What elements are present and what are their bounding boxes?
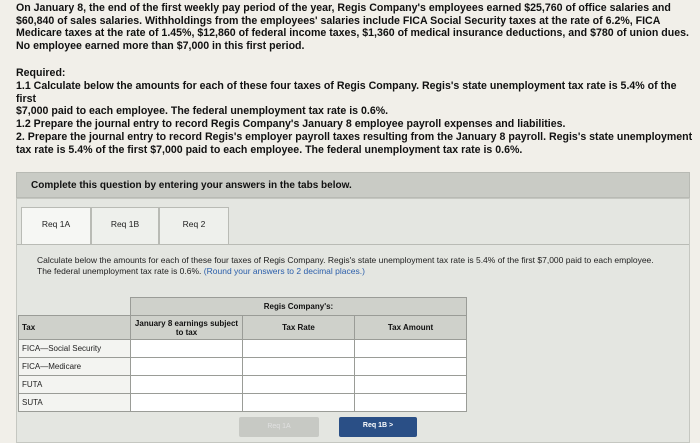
earnings-header: January 8 earnings subject to tax [131,316,243,340]
tab-divider [17,244,689,245]
amount-input[interactable] [355,341,466,357]
amount-cell[interactable] [355,394,467,412]
amount-input[interactable] [355,377,466,393]
required-section [16,67,696,157]
amount-cell[interactable] [355,376,467,394]
row-label-medicare: FICA—Medicare [19,358,131,376]
rate-cell[interactable] [243,394,355,412]
instruction-banner [16,172,690,198]
earnings-input[interactable] [131,359,242,375]
earnings-input[interactable] [131,341,242,357]
rate-cell[interactable] [243,376,355,394]
rounding-note: (Round your answers to 2 decimal places.) [203,266,365,276]
tab-req-1b[interactable]: Req 1B [91,207,159,244]
earnings-cell[interactable] [131,394,243,412]
rate-cell[interactable] [243,340,355,358]
problem-statement [16,2,696,52]
earnings-input[interactable] [131,395,242,411]
amount-cell[interactable] [355,340,467,358]
required-item: 1.1 Calculate below the amounts for each of these four taxes of Regis Company. Regis's state unemployment tax rate is 5.4% of the first [16,79,677,105]
row-label-social-security: FICA—Social Security [19,340,131,358]
required-item: 1.2 Prepare the journal entry to record Regis Company's January 8 employee payroll expenses and liabilities. [16,118,566,131]
tax-header: Tax [19,316,131,340]
next-button[interactable]: Req 1B > [339,417,417,437]
required-heading: Required: [16,67,66,79]
tax-table [18,297,467,412]
question-panel [16,198,690,443]
rate-input[interactable] [243,359,354,375]
rate-input[interactable] [243,395,354,411]
problem-line: $60,840 of sales salaries. Withholdings from the employees' salaries include FICA Social Security taxes at the rate of 6.2%, FICA [16,14,661,27]
earnings-cell[interactable] [131,358,243,376]
blank-header-cell [19,298,131,316]
problem-line: No employee earned more than $7,000 in this first period. [16,39,305,52]
previous-button[interactable]: Req 1A [239,417,319,437]
rate-cell[interactable] [243,358,355,376]
earnings-cell[interactable] [131,340,243,358]
earnings-cell[interactable] [131,376,243,394]
amount-input[interactable] [355,359,466,375]
company-header: Regis Company's: [131,298,467,316]
requirement-text: Calculate below the amounts for each of these four taxes of Regis Company. Regis's state unemployment tax rate is 5.4% of the first $7,000 paid to each employee. The federal unemployment tax rate is 0.6%. [37,255,654,276]
rate-input[interactable] [243,377,354,393]
requirement-instructions [37,255,657,277]
table-row [19,358,467,376]
row-label-futa: FUTA [19,376,131,394]
required-item: 2. Prepare the journal entry to record Regis's employer payroll taxes resulting from the January 8 payroll. Regis's state unemployment [16,130,693,143]
required-item: tax rate is 5.4% of the first $7,000 paid to each employee. The federal unemployment tax rate is 0.6%. [16,143,523,156]
amount-cell[interactable] [355,358,467,376]
table-row [19,340,467,358]
amount-header: Tax Amount [355,316,467,340]
amount-input[interactable] [355,395,466,411]
table-row [19,376,467,394]
tab-req-1a[interactable]: Req 1A [21,207,91,244]
table-row [19,394,467,412]
earnings-input[interactable] [131,377,242,393]
instruction-text: Complete this question by entering your answers in the tabs below. [31,180,352,191]
rate-header: Tax Rate [243,316,355,340]
row-label-suta: SUTA [19,394,131,412]
rate-input[interactable] [243,341,354,357]
problem-line: Medicare taxes at the rate of 1.45%, $12,860 of federal income taxes, $1,360 of medical insurance deductions, and $780 of union dues. [16,27,689,40]
required-item: $7,000 paid to each employee. The federal unemployment tax rate is 0.6%. [16,105,389,118]
tab-req-2[interactable]: Req 2 [159,207,229,244]
problem-line: On January 8, the end of the first weekly pay period of the year, Regis Company's employees earned $25,760 of office salaries and [16,2,671,14]
